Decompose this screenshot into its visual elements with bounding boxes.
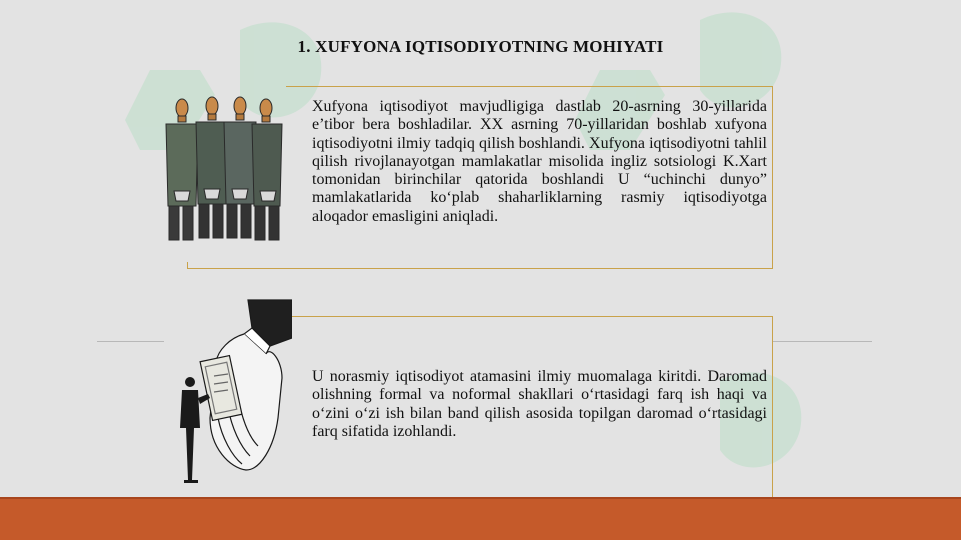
footer-bar [0, 497, 961, 540]
box-1-bottom-rule [187, 268, 773, 269]
box-1-left-tick [187, 262, 188, 269]
box-2-top-rule [292, 316, 773, 317]
divider-left [97, 341, 164, 342]
slide-title: 1. XUFYONA IQTISODIYOTNING MOHIYATI [297, 37, 664, 56]
divider-right [772, 341, 872, 342]
box-2-right-rule [772, 316, 773, 498]
footer-line [0, 497, 961, 499]
men-hands-behind-back-illustration [160, 96, 286, 244]
paragraph-1: Xufyona iqtisodiyot mavjudligiga dastlab 20-asrning 30-yillarida e’tibor bera boshladilar. XX asrning 70-yillaridan boshlab xufyona iqtisodiyotni ilmiy tadqiq qilish boshlandi. Xufyona iqtisodiyotni tahlil qilish rivojlanayotgan mamlakatlar misolida ingliz sotsiologi K.Xart tomonidan birinchilar qatorida boshlandi U “uchinchi dunyo” mamlakatlarida ko‘plab shaharliklarning rasmiy iqtisodiyotga aloqador emasligini aniqladi. [312, 98, 767, 225]
giant-hand-handing-money-illustration [170, 298, 292, 488]
box-1-right-rule [772, 86, 773, 269]
box-1-top-rule [286, 86, 773, 87]
paragraph-2: U norasmiy iqtisodiyot atamasini ilmiy muomalaga kiritdi. Daromad olishning formal va noformal shakllari o‘rtasidagi farq ish haqi va o‘zini o‘zi ish bilan band qilish asosida topilgan daromad o‘rtasidagi farq sifatida izohlandi. [312, 368, 767, 440]
